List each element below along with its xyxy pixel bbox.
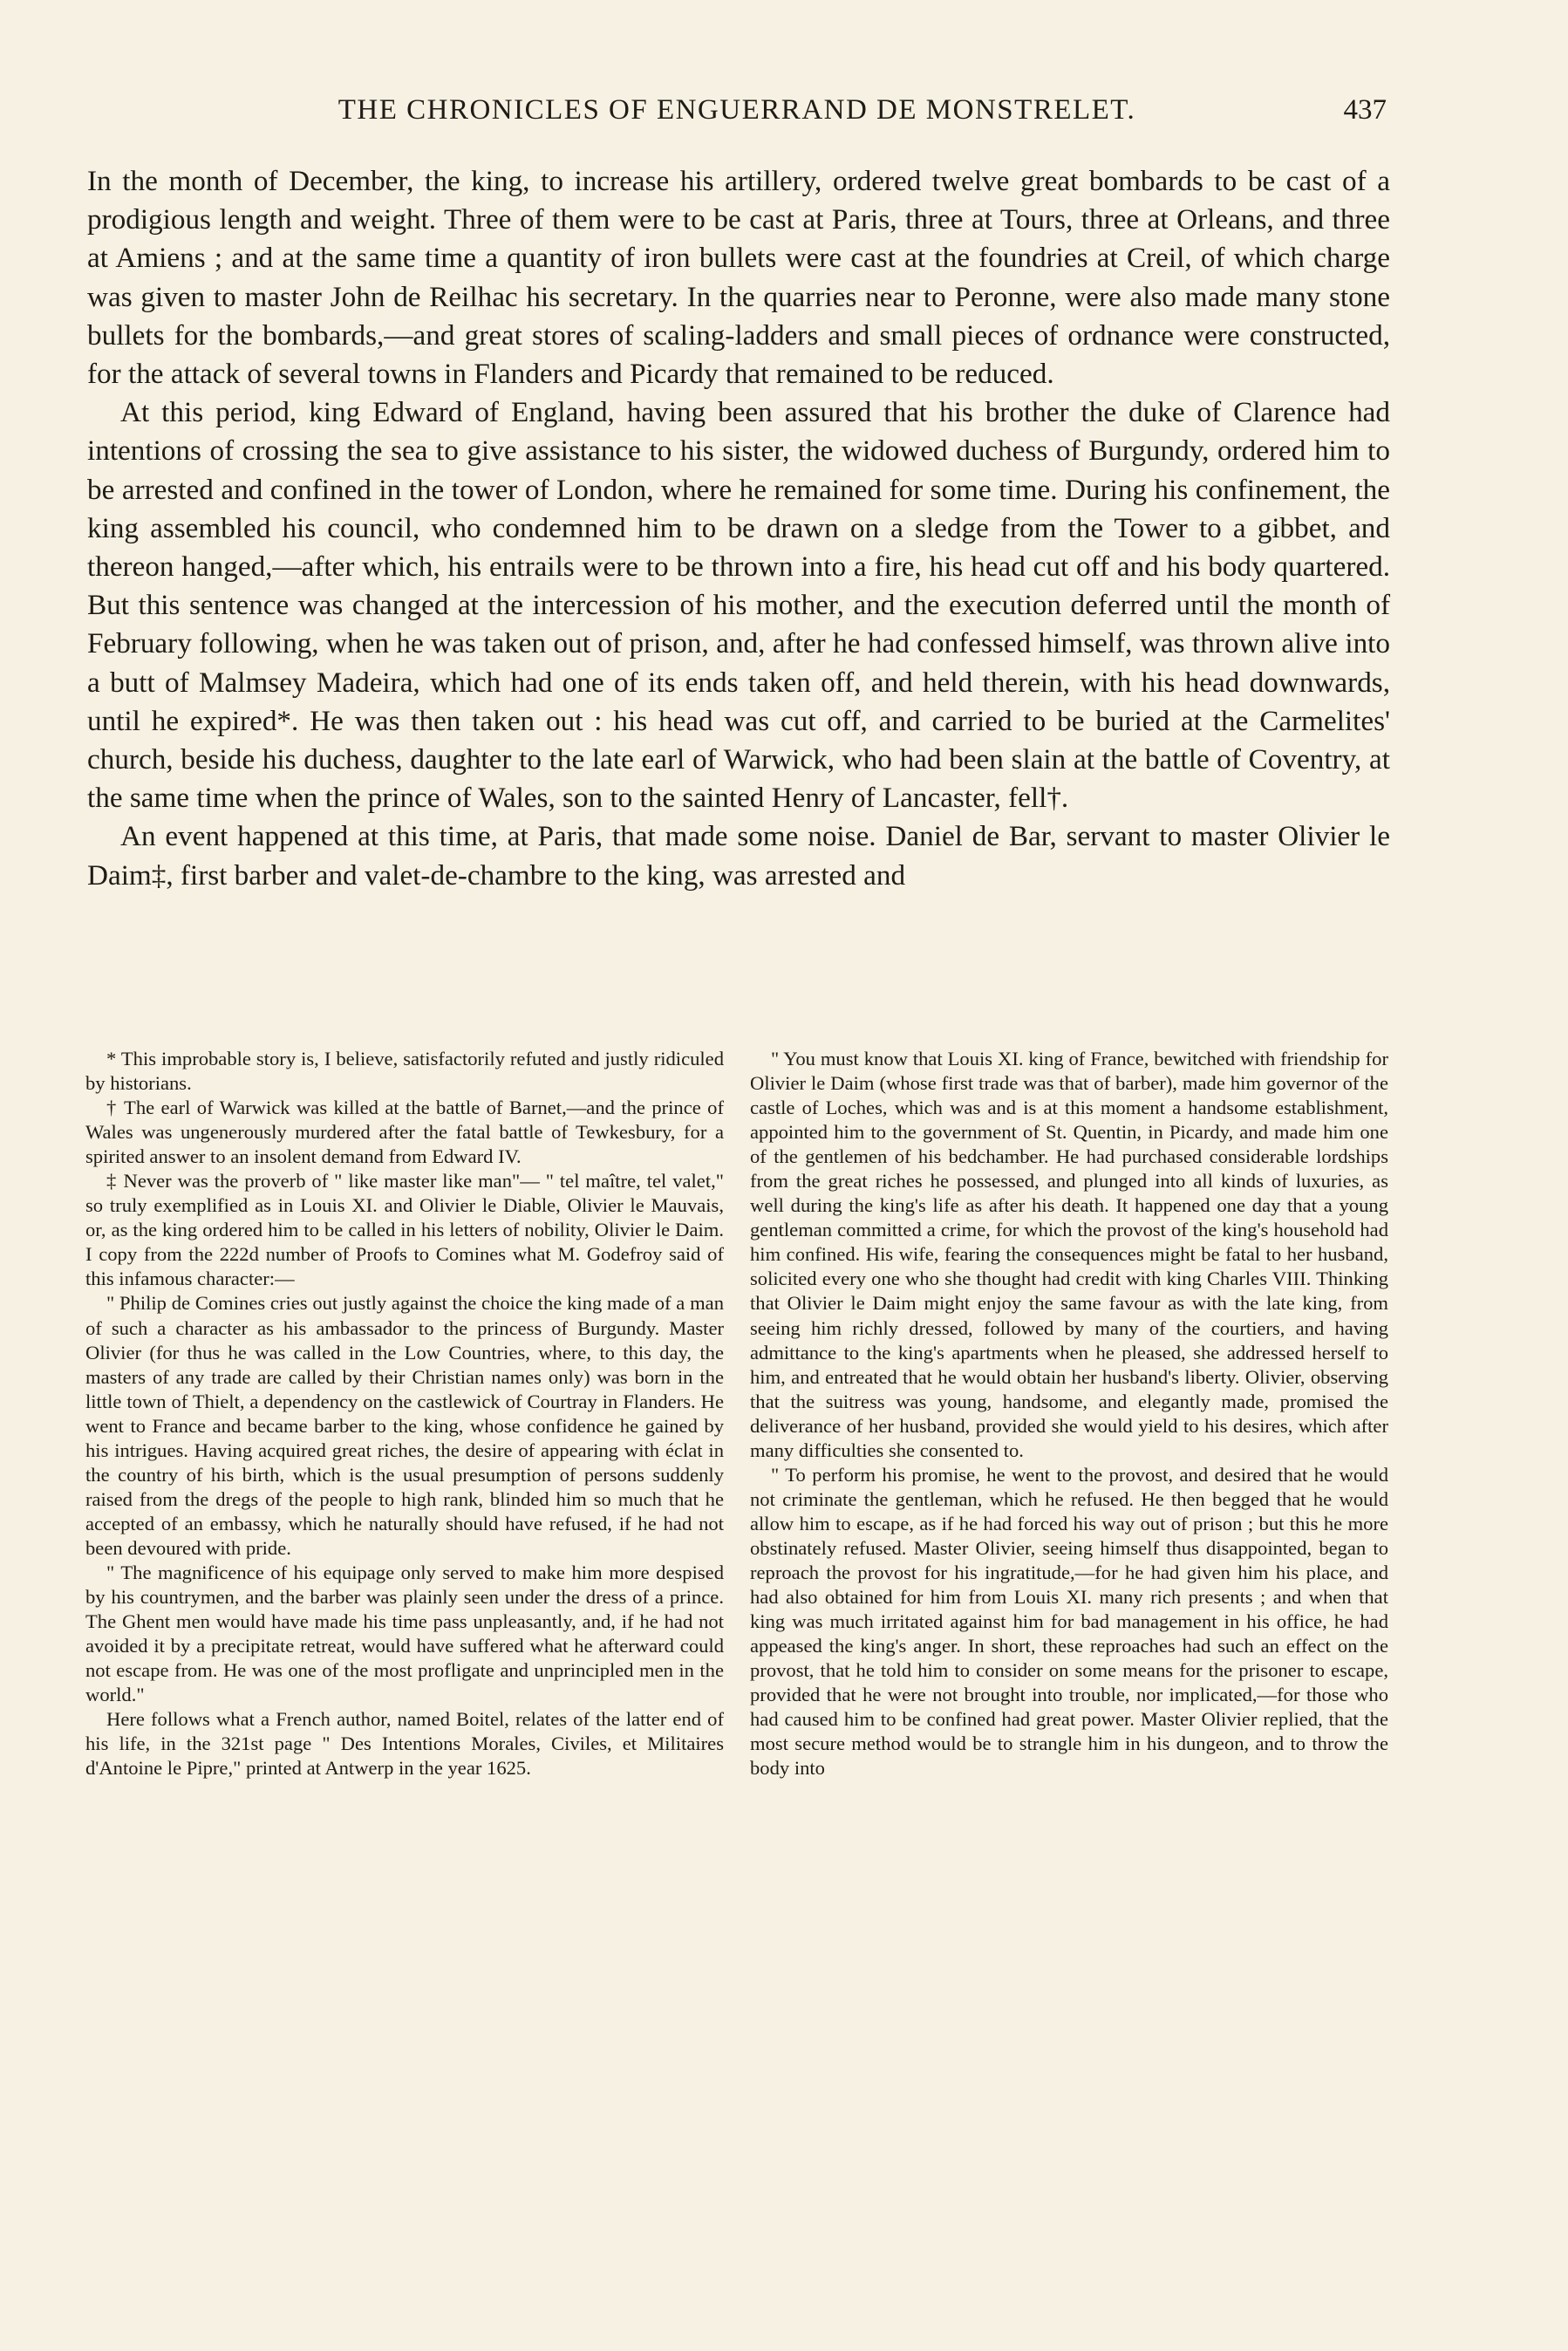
main-paragraph: An event happened at this time, at Paris, that made some noise. Daniel de Bar, servant to master Olivier le Daim‡, first barber and valet-de-chambre to the king, was arrested and xyxy=(87,820,1390,892)
footnote-quote: " Philip de Comines cries out justly against the choice the king made of a man of such a character as his ambassador to the princess of Burgundy. Master Olivier (for thus he was called in the Low Countries, where, to this day, the masters of any trade are called by their Christian names only) was born in the little town of Thielt, a dependency on the castlewick of Courtray in Flanders. He went to France and became barber to the king, whose confidence he gained by his intrigues. Having acquired great riches, the desire of appearing with éclat in the country of his birth, which is the usual presumption of persons suddenly raised from the dregs of the people to high rank, blinded him so much that he accepted of an embassy, which he naturally should have refused, if he had not been devoured with pride. xyxy=(85,1292,724,1559)
footnote: ‡ Never was the proverb of " like master like man"— " tel maître, tel valet," so truly exemplified as in Louis XI. and Olivier le Diable, Olivier le Mauvais, or, as the king ordered him to be called in his letters of nobility, Olivier le Daim. I copy from the 222d number of Proofs to Comines what M. Godefroy said of this infamous character:— xyxy=(85,1170,724,1290)
main-paragraph: At this period, king Edward of England, having been assured that his brother the duke of Clarence had intentions of crossing the sea to give assistance to his sister, the widowed duchess of Burgundy, ordered him to be arrested and confined in the tower of London, where he remained for some time. During his confinement, the king assembled his council, who condemned him to be drawn on a sledge from the Tower to a gibbet, and thereon hanged,—after which, his entrails were to be thrown into a fire, his head cut off and his body quartered. But this sentence was changed at the intercession of his mother, and the execution deferred until the month of February following, when he was taken out of prison, and, after he had confessed himself, was thrown alive into a butt of Malmsey Madeira, which had one of its ends taken off, and held therein, with his head downwards, until he expired*. He was then taken out : his head was cut off, and carried to be buried at the Carmelites' church, beside his duchess, daughter to the late earl of Warwick, who had been slain at the battle of Coventry, at the same time when the prince of Wales, son to the sainted Henry of Lancaster, fell†. xyxy=(87,396,1390,815)
footnote-quote: " The magnificence of his equipage only served to make him more despised by his countrymen, and the barber was plainly seen under the dress of a prince. The Ghent men would have made his time pass unpleasantly, and, if he had not avoided it by a precipitate retreat, would have suffered what he afterward could not escape from. He was one of the most profligate and unprincipled men in the world." xyxy=(85,1561,724,1706)
running-title: THE CHRONICLES OF ENGUERRAND DE MONSTRELET. xyxy=(337,94,1136,126)
footnotes-left-column xyxy=(85,1047,724,1780)
footnote-quote: " You must know that Louis XI. king of France, bewitched with friendship for Olivier le Daim (whose first trade was that of barber), made him governor of the castle of Loches, which was and is at this moment a handsome establishment, appointed him to the government of St. Quentin, in Picardy, and made him one of the gentlemen of his bedchamber. He had purchased considerable lordships from the great riches he possessed, and plunged into all kinds of luxuries, as well during the king's life as after his death. It happened one day that a young gentleman committed a crime, for which the provost of the king's household had him confined. His wife, fearing the consequences might be fatal to her husband, solicited every one who she thought had credit with king Charles VIII. Thinking that Olivier le Daim might enjoy the same favour as with the late king, from seeing him richly dressed, followed by many of the courtiers, and having admittance to the king's apartments when he pleased, she addressed herself to him, and entreated that he would obtain her husband's liberty. Olivier, observing that the suitress was young, handsome, and elegantly made, promised the deliverance of her husband, provided she would yield to his desires, which after many difficulties she consented to. xyxy=(750,1048,1388,1461)
footnotes-right-column xyxy=(750,1047,1388,1780)
page-number: 437 xyxy=(1343,94,1387,126)
main-paragraph: In the month of December, the king, to increase his artillery, ordered twelve great bombards to be cast of a prodigious length and weight. Three of them were to be cast at Paris, three at Tours, three at Orleans, and three at Amiens ; and at the same time a quantity of iron bullets were cast at the foundries at Creil, of which charge was given to master John de Reilhac his secretary. In the quarries near to Peronne, were also made many stone bullets for the bombards,—and great stores of scaling-ladders and small pieces of ordnance were constructed, for the attack of several towns in Flanders and Picardy that remained to be reduced. xyxy=(87,165,1390,391)
footnote: † The earl of Warwick was killed at the battle of Barnet,—and the prince of Wales was ungenerously murdered after the fatal battle of Tewkesbury, for a spirited answer to an insolent demand from Edward IV. xyxy=(85,1097,724,1168)
footnote-quote: " To perform his promise, he went to the provost, and desired that he would not criminate the gentleman, which he refused. He then begged that he would allow him to escape, as if he had forced his way out of prison ; but this he more obstinately refused. Master Olivier, seeing himself thus disappointed, began to reproach the provost for his ingratitude,—for he had given him his place, and had also obtained for him from Louis XI. many rich presents ; and when that king was much irritated against him for bad management in his office, he had appeased the king's anger. In short, these reproaches had such an effect on the provost, that he told him to consider on some means for the prisoner to escape, provided that he were not brought into trouble, nor implicated,—for those who had caused him to be confined had great power. Master Olivier replied, that the most secure method would be to strangle him in his dungeon, and to throw the body into xyxy=(750,1463,1388,1780)
footnote-text: Here follows what a French author, named Boitel, relates of the latter end of his life, in the 321st page " Des Intentions Morales, Civiles, et Militaires d'Antoine le Pipre," printed at Antwerp in the year 1625. xyxy=(85,1708,724,1780)
page-header xyxy=(87,94,1387,138)
footnote: * This improbable story is, I believe, satisfactorily refuted and justly ridiculed by historians. xyxy=(85,1048,724,1095)
main-text xyxy=(87,162,1390,895)
